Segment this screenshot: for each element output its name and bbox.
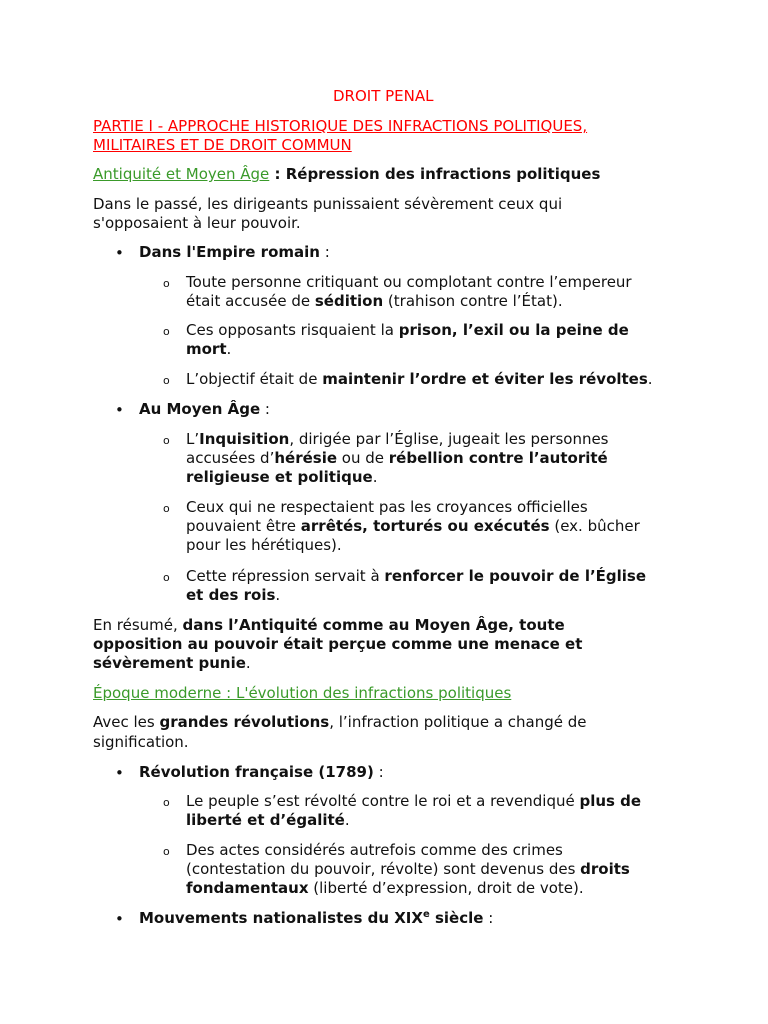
section1-heading-link: Antiquité et Moyen Âge xyxy=(93,165,270,183)
section2-intro-line1: Avec les grandes révolutions, l’infraction politique a changé de xyxy=(93,713,587,731)
section2-heading: Époque moderne : L'évolution des infractions politiques xyxy=(93,684,512,702)
resume-line3: sévèrement punie. xyxy=(93,654,251,672)
empire-sub1-line2: était accusée de sédition (trahison contre l’État). xyxy=(186,292,563,310)
revolution-sub1-line2: liberté et d’égalité. xyxy=(186,811,350,829)
sub-bullet-icon: o xyxy=(163,571,170,584)
list-item-empire: Dans l'Empire romain : xyxy=(139,243,330,261)
moyen-sub3-line2: et des rois. xyxy=(186,586,281,604)
sub-bullet-icon: o xyxy=(163,434,170,447)
list-item-mouvements: Mouvements nationalistes du XIXe siècle : xyxy=(139,909,494,927)
bullet-icon: • xyxy=(115,401,124,419)
list-item-moyen-age: Au Moyen Âge : xyxy=(139,400,270,418)
revolution-sub2-line1: Des actes considérés autrefois comme des crimes xyxy=(186,841,563,859)
section1-heading: Antiquité et Moyen Âge : Répression des infractions politiques xyxy=(93,165,601,183)
moyen-sub2-line3: pour les hérétiques). xyxy=(186,536,342,554)
sub-bullet-icon: o xyxy=(163,374,170,387)
revolution-sub2-line3: fondamentaux (liberté d’expression, droit de vote). xyxy=(186,879,584,897)
sub-bullet-icon: o xyxy=(163,325,170,338)
moyen-sub3-line1: Cette répression servait à renforcer le pouvoir de l’Église xyxy=(186,567,647,585)
empire-sub2-line1: Ces opposants risquaient la prison, l’exil ou la peine de xyxy=(186,321,629,339)
bullet-icon: • xyxy=(115,764,124,782)
sub-bullet-icon: o xyxy=(163,796,170,809)
section2-intro-line2: signification. xyxy=(93,733,189,751)
section1-intro-line1: Dans le passé, les dirigeants punissaient sévèrement ceux qui xyxy=(93,195,563,213)
moyen-sub1-line3: religieuse et politique. xyxy=(186,468,378,486)
resume-line2: opposition au pouvoir était perçue comme une menace et xyxy=(93,635,583,653)
section1-intro-line2: s'opposaient à leur pouvoir. xyxy=(93,214,301,232)
moyen-sub2-line2: pouvaient être arrêtés, torturés ou exécutés (ex. bûcher xyxy=(186,517,640,535)
revolution-sub2-line2: (contestation du pouvoir, révolte) sont devenus des droits xyxy=(186,860,630,878)
part-heading-line1: PARTIE I - APPROCHE HISTORIQUE DES INFRACTIONS POLITIQUES, xyxy=(93,117,588,135)
empire-sub1-line1: Toute personne critiquant ou complotant contre l’empereur xyxy=(186,273,632,291)
empire-sub2-line2: mort. xyxy=(186,340,232,358)
sub-bullet-icon: o xyxy=(163,277,170,290)
part-heading-line2: MILITAIRES ET DE DROIT COMMUN xyxy=(93,136,352,154)
resume-line1: En résumé, dans l’Antiquité comme au Moyen Âge, toute xyxy=(93,616,565,634)
moyen-sub1-line1: L’Inquisition, dirigée par l’Église, jugeait les personnes xyxy=(186,430,609,448)
bullet-icon: • xyxy=(115,910,124,928)
moyen-sub2-line1: Ceux qui ne respectaient pas les croyances officielles xyxy=(186,498,588,516)
sub-bullet-icon: o xyxy=(163,502,170,515)
moyen-sub1-line2: accusées d’hérésie ou de rébellion contre l’autorité xyxy=(186,449,608,467)
bullet-icon: • xyxy=(115,244,124,262)
list-item-revolution: Révolution française (1789) : xyxy=(139,763,384,781)
doc-title: DROIT PENAL xyxy=(333,87,434,105)
revolution-sub1-line1: Le peuple s’est révolté contre le roi et a revendiqué plus de xyxy=(186,792,642,810)
empire-sub3: L’objectif était de maintenir l’ordre et éviter les révoltes. xyxy=(186,370,653,388)
sub-bullet-icon: o xyxy=(163,845,170,858)
